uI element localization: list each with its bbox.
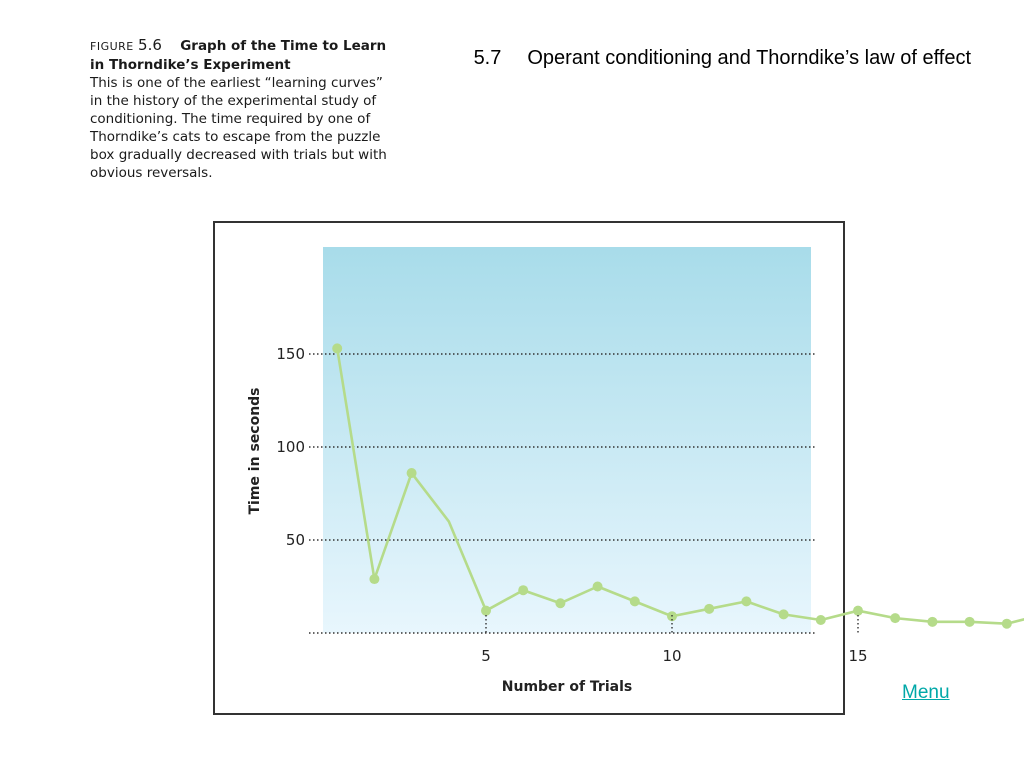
- data-point-trial-6: [518, 585, 528, 595]
- data-point-trial-7: [555, 598, 565, 608]
- data-point-trial-17: [927, 617, 937, 627]
- data-point-trial-12: [741, 596, 751, 606]
- data-point-trial-5: [481, 606, 491, 616]
- data-point-trial-1: [332, 343, 342, 353]
- y-tick-label-50: 50: [285, 531, 305, 549]
- learning-curve-chart: [215, 223, 868, 713]
- x-tick-label-15: 15: [848, 647, 868, 665]
- figure-caption: [90, 36, 390, 182]
- data-point-trial-14: [816, 615, 826, 625]
- chart-frame: [213, 221, 868, 715]
- x-tick-label-5: 5: [481, 647, 491, 665]
- menu-link[interactable]: Menu: [902, 682, 950, 703]
- data-point-trial-2: [369, 574, 379, 584]
- data-point-trial-18: [965, 617, 975, 627]
- x-tick-label-10: 10: [662, 647, 682, 665]
- y-tick-label-150: 150: [276, 345, 305, 363]
- figure-title: Graph of the Time to Learn in Thorndike’s Experiment: [90, 38, 387, 73]
- slide-title: [420, 47, 971, 70]
- x-axis-label: Number of Trials: [501, 679, 633, 695]
- data-point-trial-16: [890, 613, 900, 623]
- data-point-trial-11: [704, 604, 714, 614]
- figure-description: This is one of the earliest “learning curves” in the history of the experimental study of conditioning. The time required by one of Thorndike’s cats to escape from the puzzle box gradually decreased with trials but with obvious reversals.: [90, 75, 387, 181]
- figure-label: FIGURE: [90, 40, 134, 53]
- data-point-trial-13: [779, 609, 789, 619]
- data-point-trial-19: [1002, 619, 1012, 629]
- figure-number: 5.6: [138, 36, 162, 54]
- slide-title-text: Operant conditioning and Thorndike’s law of effect: [527, 47, 971, 69]
- data-point-trial-8: [593, 582, 603, 592]
- data-point-trial-3: [407, 468, 417, 478]
- slide-number: 5.7: [473, 47, 502, 69]
- y-tick-label-100: 100: [276, 438, 305, 456]
- data-point-trial-15: [853, 606, 863, 616]
- y-axis-label: Time in seconds: [247, 387, 263, 515]
- data-point-trial-9: [630, 596, 640, 606]
- plot-area: [323, 247, 811, 633]
